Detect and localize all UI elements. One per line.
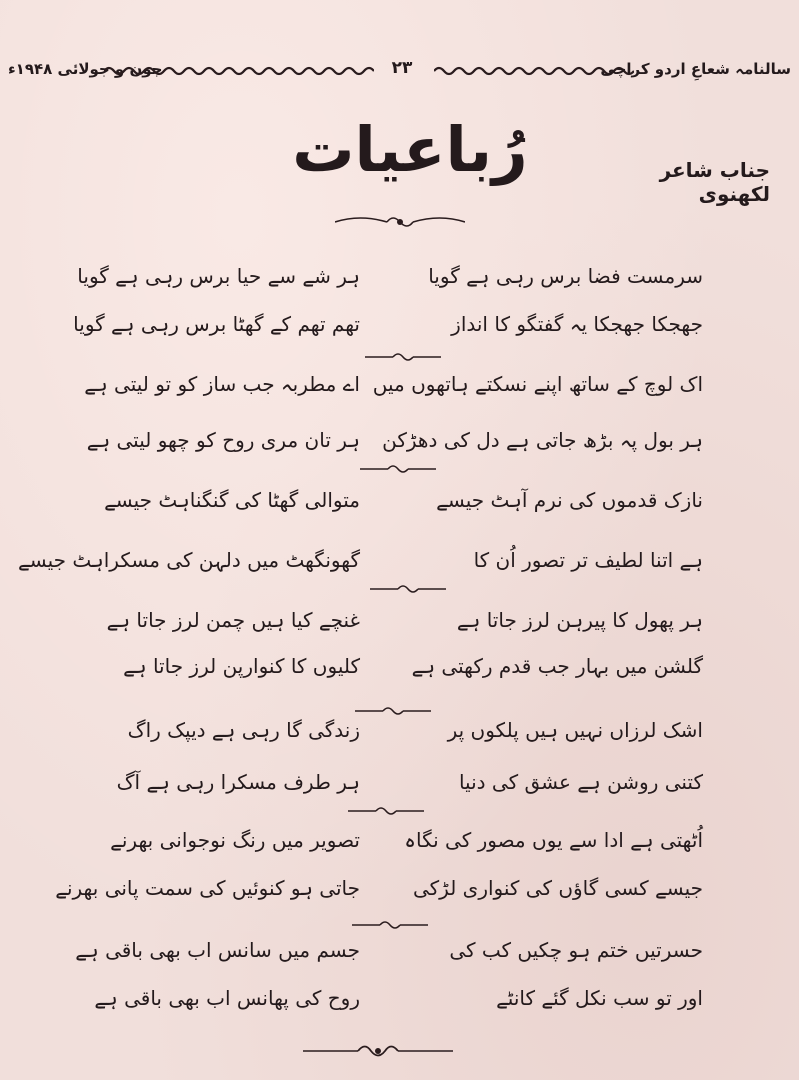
verse-line: کتنی روشن ہے عشق کی دنیا [458, 770, 703, 794]
verse-line: اور تو سب نکل گئے کانٹے [496, 986, 703, 1010]
verse-line: متوالی گھٹا کی گنگناہٹ جیسے [104, 488, 360, 512]
title-underline-ornament [335, 210, 465, 234]
verse-line: تھم تھم کے گھٹا برس رہی ہے گویا [73, 312, 360, 336]
stanza-divider [355, 704, 431, 718]
verse-line: گلشن میں بہار جب قدم رکھتی ہے [411, 654, 703, 678]
verse-line: نازک قدموں کی نرم آہٹ جیسے [436, 488, 703, 512]
stanza-divider [352, 918, 428, 932]
verse-line: ہر پھول کا پیرہن لرز جاتا ہے [456, 608, 703, 632]
verse-line: روح کی پھانس اب بھی باقی ہے [94, 986, 360, 1010]
verse-line: ہر بول پہ بڑھ جاتی ہے دل کی دھڑکن [382, 428, 703, 452]
verse-line: ہر شے سے حیا برس رہی ہے گویا [77, 264, 360, 288]
verse-line: ہے اتنا لطیف تر تصور اُن کا [473, 548, 703, 572]
verse-line: اشک لرزاں نہیں ہیں پلکوں پر [447, 718, 703, 742]
verse-line: جھجکا جھجکا یہ گفتگو کا انداز [451, 312, 703, 336]
verse-line: جیسے کسی گاؤں کی کنواری لڑکی [412, 876, 703, 900]
verse-line: جسم میں سانس اب بھی باقی ہے [75, 938, 360, 962]
verse-line: حسرتیں ختم ہو چکیں کب کی [449, 938, 703, 962]
page-number: ۲۳ [391, 58, 413, 78]
verse-line: کلیوں کا کنوارپن لرز جاتا ہے [123, 654, 360, 678]
end-ornament [303, 1040, 453, 1062]
verse-line: ہر تان مری روح کو چھو لیتی ہے [86, 428, 360, 452]
poet-byline: جناب شاعر لکھنوی [659, 158, 770, 206]
verse-line: جاتی ہو کنوئیں کی سمت پانی بھرنے [55, 876, 360, 900]
header-wave-rule-left [104, 64, 374, 78]
stanza-divider [370, 582, 446, 596]
verse-line: زندگی گا رہی ہے دیپک راگ [127, 718, 360, 742]
verse-line: گھونگھٹ میں دلہن کی مسکراہٹ جیسے [18, 548, 360, 572]
verse-line: سرمست فضا برس رہی ہے گویا [428, 264, 703, 288]
verse-line: اک لوچ کے ساتھ اپنے نسکتے ہاتھوں میں [372, 372, 703, 396]
verse-line: ہر طرف مسکرا رہی ہے آگ [116, 770, 360, 794]
running-header [8, 58, 791, 84]
verse-line: غنچے کیا ہیں چمن لرز جاتا ہے [106, 608, 360, 632]
verse-line: تصویر میں رنگ نوجوانی بھرنے [110, 828, 360, 852]
stanza-divider [360, 462, 436, 476]
stanza-divider [365, 350, 441, 364]
stanza-divider [348, 804, 424, 818]
header-date: جون و جولائی ۱۹۴۸ء [8, 60, 163, 78]
header-magazine-name: سالنامہ شعاعِ اردو کراچی [600, 60, 791, 78]
verse-line: اے مطربہ جب ساز کو تو لیتی ہے [84, 372, 360, 396]
verse-line: اُٹھتی ہے ادا سے یوں مصور کی نگاہ [404, 828, 703, 852]
page-title: رُباعیات [292, 113, 528, 186]
